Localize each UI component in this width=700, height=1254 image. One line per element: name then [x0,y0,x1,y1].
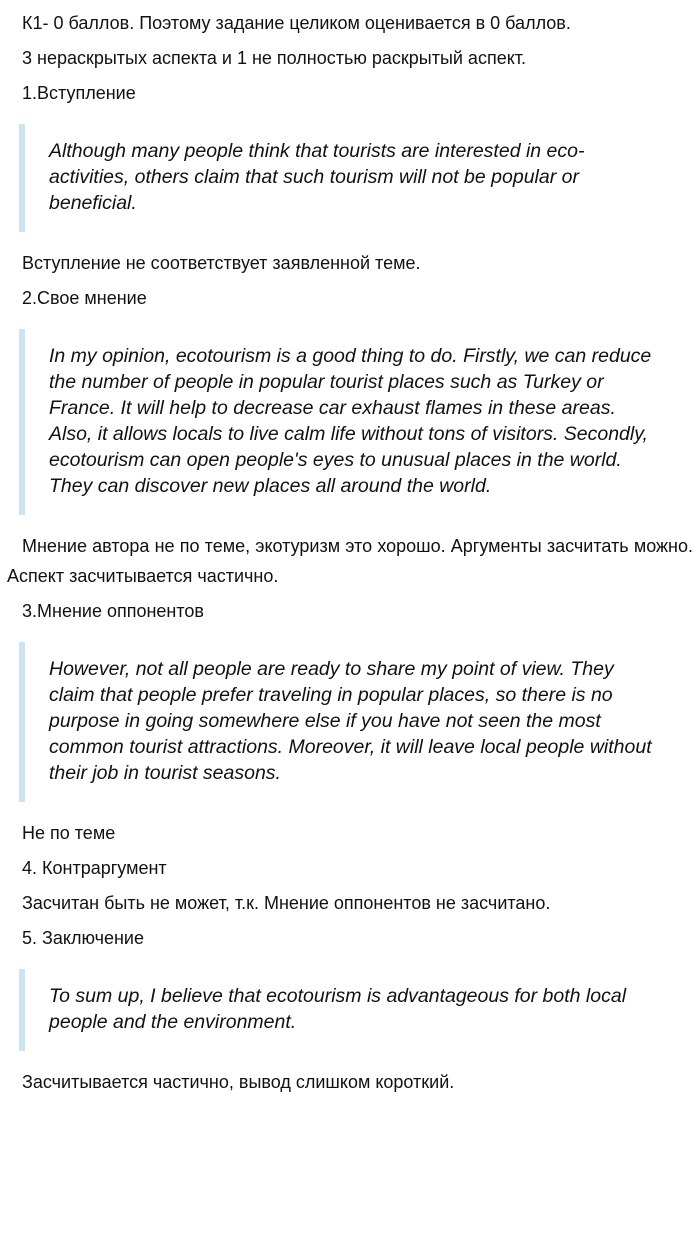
opponents-comment: Не по теме [22,823,116,843]
conclusion-comment: Засчитывается частично, вывод слишком короткий. [22,1072,455,1092]
opinion-heading: 2.Свое мнение [22,288,147,308]
conclusion-heading: 5. Заключение [22,928,144,948]
opinion-quote: In my opinion, ecotourism is a good thing to do. Firstly, we can reduce the number of people in popular tourist places such as Turkey or France. It will help to decrease car exhaust flames in these areas. Also, it allows locals to live calm life without tons of visitors. Secondly, ecotourism can open people's eyes to unusual places in the world. They can discover new places all around the world. [19,329,693,515]
intro-quote: Although many people think that tourists are interested in eco-activities, others claim that such tourism will not be popular or beneficial. [19,124,693,232]
intro-comment: Вступление не соответствует заявленной теме. [22,253,421,273]
counter-heading: 4. Контраргумент [22,858,167,878]
opponents-heading: 3.Мнение оппонентов [22,601,204,621]
score-paragraph: К1- 0 баллов. Поэтому задание целиком оценивается в 0 баллов. [22,13,571,33]
conclusion-quote: To sum up, I believe that ecotourism is advantageous for both local people and the environment. [19,969,693,1051]
aspects-paragraph: 3 нераскрытых аспекта и 1 не полностью раскрытый аспект. [22,48,527,68]
intro-heading: 1.Вступление [22,83,136,103]
counter-comment: Засчитан быть не может, т.к. Мнение оппонентов не засчитано. [22,893,551,913]
opponents-quote: However, not all people are ready to share my point of view. They claim that people prefer traveling in popular places, so there is no purpose in going somewhere else if you have not seen the most common tourist attractions. Moreover, it will leave local people without their job in tourist seasons. [19,642,693,802]
opinion-comment: Мнение автора не по теме, экотуризм это хорошо. Аргументы засчитать можно. Аспект засчитывается частично. [7,536,693,586]
